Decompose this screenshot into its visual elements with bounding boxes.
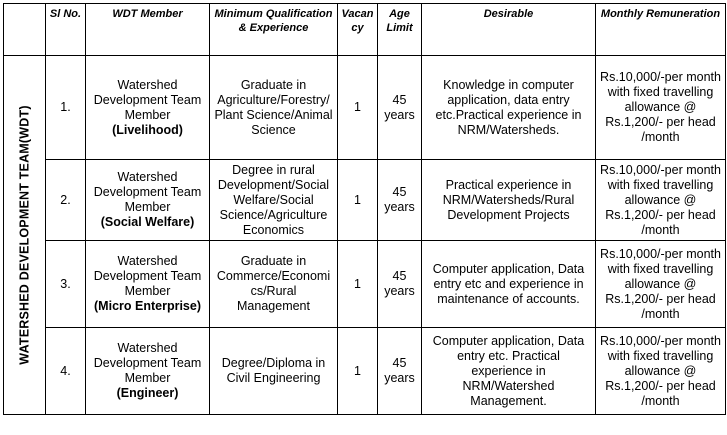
member-role: (Social Welfare) bbox=[100, 215, 195, 229]
remuneration-cell: Rs.10,000/-per month with fixed travelling allowance @ Rs.1,200/- per head /month bbox=[596, 160, 726, 241]
member-role: (Livelihood) bbox=[112, 122, 183, 137]
header-vacancy: Vacancy bbox=[338, 4, 378, 56]
member-cell bbox=[86, 328, 210, 415]
header-qualification: Minimum Qualification & Experience bbox=[210, 4, 338, 56]
remuneration-cell: Rs.10,000/-per month with fixed travelling allowance @ Rs.1,200/- per head /month bbox=[596, 328, 726, 415]
age-cell: 45 years bbox=[378, 56, 422, 160]
vacancy-cell: 1 bbox=[338, 56, 378, 160]
vacancy-cell: 1 bbox=[338, 241, 378, 328]
member-name: Watershed Development Team Member bbox=[93, 254, 202, 298]
sl-no-cell: 2. bbox=[46, 160, 86, 241]
vacancy-table bbox=[3, 3, 726, 415]
desirable-cell: Computer application, Data entry etc. Practical experience in NRM/Watershed Management. bbox=[422, 328, 596, 415]
remuneration-cell: Rs.10,000/-per month with fixed travelling allowance @ Rs.1,200/- per head /month bbox=[596, 241, 726, 328]
member-name: Watershed Development Team Member bbox=[93, 170, 202, 214]
member-name: Watershed Development Team Member bbox=[93, 77, 202, 122]
table-row bbox=[4, 56, 726, 160]
header-remuneration: Monthly Remuneration bbox=[596, 4, 726, 56]
side-label-cell bbox=[4, 56, 46, 415]
member-role: (Engineer) bbox=[116, 386, 179, 400]
header-sl-no: Sl No. bbox=[46, 4, 86, 56]
header-blank bbox=[4, 4, 46, 56]
qualification-cell: Degree/Diploma in Civil Engineering bbox=[210, 328, 338, 415]
member-cell bbox=[86, 56, 210, 160]
age-cell: 45 years bbox=[378, 328, 422, 415]
table-row bbox=[4, 241, 726, 328]
header-desirable: Desirable bbox=[422, 4, 596, 56]
header-age-limit: Age Limit bbox=[378, 4, 422, 56]
side-label: WATERSHED DEVELOPMENT TEAM(WDT) bbox=[17, 105, 31, 365]
table-row bbox=[4, 160, 726, 241]
table-row bbox=[4, 328, 726, 415]
header-member: WDT Member bbox=[86, 4, 210, 56]
member-role: (Micro Enterprise) bbox=[94, 299, 201, 313]
desirable-cell: Knowledge in computer application, data entry etc.Practical experience in NRM/Watersheds. bbox=[422, 56, 596, 160]
member-name: Watershed Development Team Member bbox=[93, 341, 202, 385]
remuneration-cell: Rs.10,000/-per month with fixed travelling allowance @ Rs.1,200/- per head /month bbox=[596, 56, 726, 160]
sl-no-cell: 1. bbox=[46, 56, 86, 160]
sl-no-cell: 3. bbox=[46, 241, 86, 328]
desirable-cell: Practical experience in NRM/Watersheds/Rural Development Projects bbox=[422, 160, 596, 241]
vacancy-cell: 1 bbox=[338, 160, 378, 241]
desirable-cell: Computer application, Data entry etc and experience in maintenance of accounts. bbox=[422, 241, 596, 328]
header-row bbox=[4, 4, 726, 56]
age-cell: 45 years bbox=[378, 241, 422, 328]
sl-no-cell: 4. bbox=[46, 328, 86, 415]
vacancy-cell: 1 bbox=[338, 328, 378, 415]
member-cell bbox=[86, 160, 210, 241]
member-cell bbox=[86, 241, 210, 328]
qualification-cell: Graduate in Agriculture/Forestry/ Plant Science/Animal Science bbox=[210, 56, 338, 160]
qualification-cell: Degree in rural Development/Social Welfare/Social Science/Agriculture Economics bbox=[210, 160, 338, 241]
qualification-cell: Graduate in Commerce/Economi cs/Rural Management bbox=[210, 241, 338, 328]
age-cell: 45 years bbox=[378, 160, 422, 241]
